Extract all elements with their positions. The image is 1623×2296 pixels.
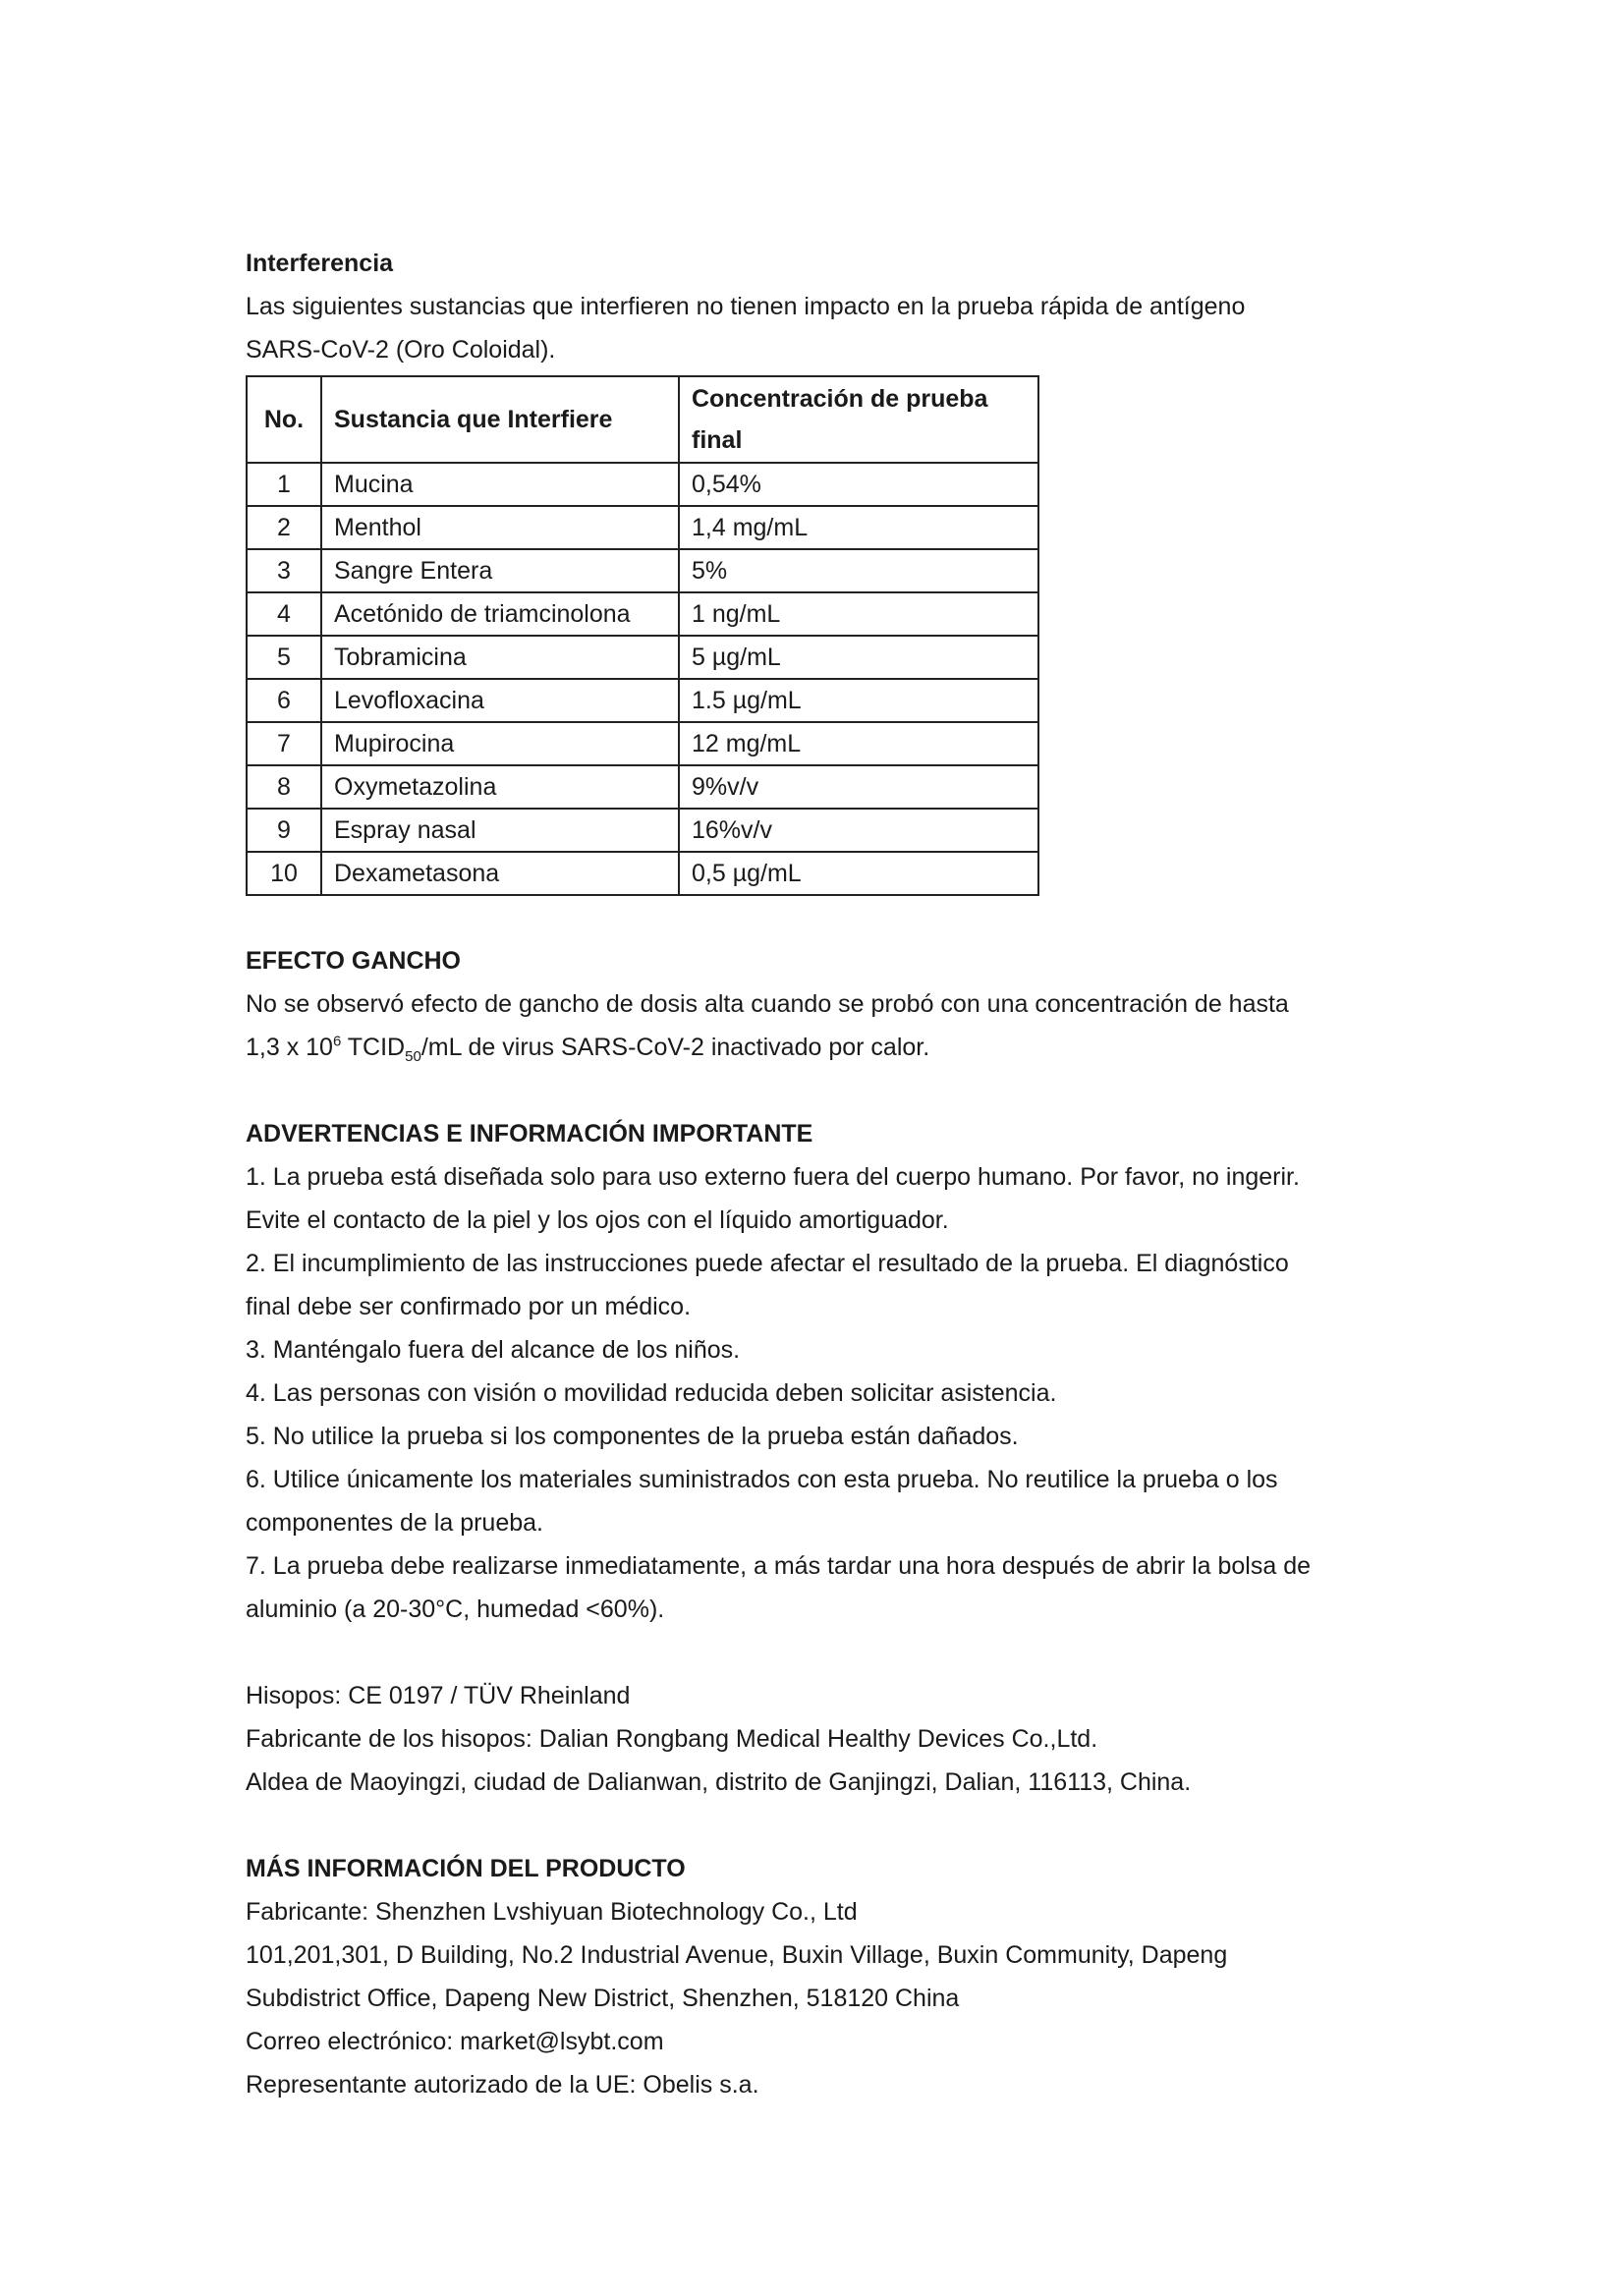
cell-concentration: 5% — [679, 549, 1038, 592]
warning-line: 6. Utilice únicamente los materiales suministrados con esta prueba. No reutilice la prueba o los — [246, 1466, 1278, 1493]
table-row — [247, 679, 1038, 722]
hook-effect-mid: TCID — [341, 1034, 406, 1061]
header-concentration-line1: Concentración de prueba — [692, 385, 988, 413]
header-concentration — [679, 376, 1038, 463]
cell-substance: Dexametasona — [321, 852, 679, 895]
cell-concentration: 0,5 µg/mL — [679, 852, 1038, 895]
cell-substance: Levofloxacina — [321, 679, 679, 722]
cell-concentration: 0,54% — [679, 463, 1038, 506]
product-info-line: Fabricante: Shenzhen Lvshiyuan Biotechnology Co., Ltd — [246, 1898, 858, 1926]
hook-effect-prefix: 1,3 x 10 — [246, 1034, 333, 1061]
warning-line: 2. El incumplimiento de las instrucciones puede afectar el resultado de la prueba. El diagnóstico — [246, 1250, 1289, 1277]
table-row — [247, 809, 1038, 852]
cell-no: 9 — [247, 809, 321, 852]
table-row — [247, 636, 1038, 679]
cell-no: 8 — [247, 765, 321, 809]
cell-substance: Oxymetazolina — [321, 765, 679, 809]
cell-concentration: 1,4 mg/mL — [679, 506, 1038, 549]
cell-substance: Mucina — [321, 463, 679, 506]
hook-effect-line2 — [246, 1026, 1405, 1069]
cell-concentration: 9%v/v — [679, 765, 1038, 809]
cell-no: 3 — [247, 549, 321, 592]
hook-effect-heading: EFECTO GANCHO — [246, 947, 461, 975]
cell-no: 6 — [247, 679, 321, 722]
product-info-line: Subdistrict Office, Dapeng New District, Shenzhen, 518120 China — [246, 1985, 960, 2012]
swabs-line: Hisopos: CE 0197 / TÜV Rheinland — [246, 1682, 631, 1709]
warnings-heading: ADVERTENCIAS E INFORMACIÓN IMPORTANTE — [246, 1120, 813, 1148]
cell-no: 4 — [247, 592, 321, 636]
table-row — [247, 506, 1038, 549]
table-row — [247, 765, 1038, 809]
table-body — [247, 463, 1038, 895]
warning-line: componentes de la prueba. — [246, 1509, 543, 1537]
header-no: No. — [247, 376, 321, 463]
cell-concentration: 16%v/v — [679, 809, 1038, 852]
swabs-line: Fabricante de los hisopos: Dalian Rongbang Medical Healthy Devices Co.,Ltd. — [246, 1725, 1098, 1753]
hook-effect-exponent: 6 — [332, 1033, 342, 1050]
document-page — [246, 242, 1405, 2106]
table-row — [247, 852, 1038, 895]
cell-concentration: 12 mg/mL — [679, 722, 1038, 765]
cell-concentration: 5 µg/mL — [679, 636, 1038, 679]
warning-line: aluminio (a 20-30°C, humedad <60%). — [246, 1596, 665, 1623]
header-substance: Sustancia que Interfiere — [321, 376, 679, 463]
cell-no: 1 — [247, 463, 321, 506]
product-info-line: Representante autorizado de la UE: Obelis s.a. — [246, 2071, 759, 2099]
cell-substance: Menthol — [321, 506, 679, 549]
swabs-line: Aldea de Maoyingzi, ciudad de Dalianwan, distrito de Ganjingzi, Dalian, 116113, China. — [246, 1768, 1192, 1796]
cell-no: 5 — [247, 636, 321, 679]
hook-effect-line1: No se observó efecto de gancho de dosis alta cuando se probó con una concentración de hasta — [246, 990, 1289, 1018]
warning-line: 5. No utilice la prueba si los componentes de la prueba están dañados. — [246, 1423, 1019, 1450]
interference-intro-line1: Las siguientes sustancias que interfieren no tienen impacto en la prueba rápida de antígeno — [246, 293, 1246, 320]
table-row — [247, 463, 1038, 506]
table-row — [247, 722, 1038, 765]
table-row — [247, 592, 1038, 636]
cell-no: 7 — [247, 722, 321, 765]
product-info-line: Correo electrónico: market@lsybt.com — [246, 2028, 664, 2055]
cell-substance: Tobramicina — [321, 636, 679, 679]
cell-substance: Espray nasal — [321, 809, 679, 852]
warning-line: 4. Las personas con visión o movilidad reducida deben solicitar asistencia. — [246, 1379, 1057, 1407]
interference-heading: Interferencia — [246, 250, 394, 277]
product-info-line: 101,201,301, D Building, No.2 Industrial Avenue, Buxin Village, Buxin Community, Dapeng — [246, 1941, 1228, 1969]
cell-no: 10 — [247, 852, 321, 895]
hook-effect-subscript: 50 — [405, 1048, 421, 1065]
warning-line: final debe ser confirmado por un médico. — [246, 1293, 692, 1320]
cell-substance: Mupirocina — [321, 722, 679, 765]
cell-no: 2 — [247, 506, 321, 549]
warning-line: 3. Manténgalo fuera del alcance de los niños. — [246, 1336, 741, 1364]
product-info-heading: MÁS INFORMACIÓN DEL PRODUCTO — [246, 1855, 686, 1882]
cell-concentration: 1.5 µg/mL — [679, 679, 1038, 722]
table-row — [247, 549, 1038, 592]
warning-line: Evite el contacto de la piel y los ojos con el líquido amortiguador. — [246, 1206, 949, 1234]
table-header-row — [247, 376, 1038, 463]
warning-line: 7. La prueba debe realizarse inmediatamente, a más tardar una hora después de abrir la bolsa de — [246, 1552, 1312, 1580]
cell-substance: Acetónido de triamcinolona — [321, 592, 679, 636]
warning-line: 1. La prueba está diseñada solo para uso externo fuera del cuerpo humano. Por favor, no ingerir. — [246, 1163, 1300, 1191]
interference-intro-line2: SARS-CoV-2 (Oro Coloidal). — [246, 336, 556, 364]
interference-table — [246, 375, 1039, 896]
cell-substance: Sangre Entera — [321, 549, 679, 592]
hook-effect-suffix: /mL de virus SARS-CoV-2 inactivado por calor. — [420, 1034, 930, 1061]
header-concentration-line2: final — [692, 426, 743, 454]
cell-concentration: 1 ng/mL — [679, 592, 1038, 636]
